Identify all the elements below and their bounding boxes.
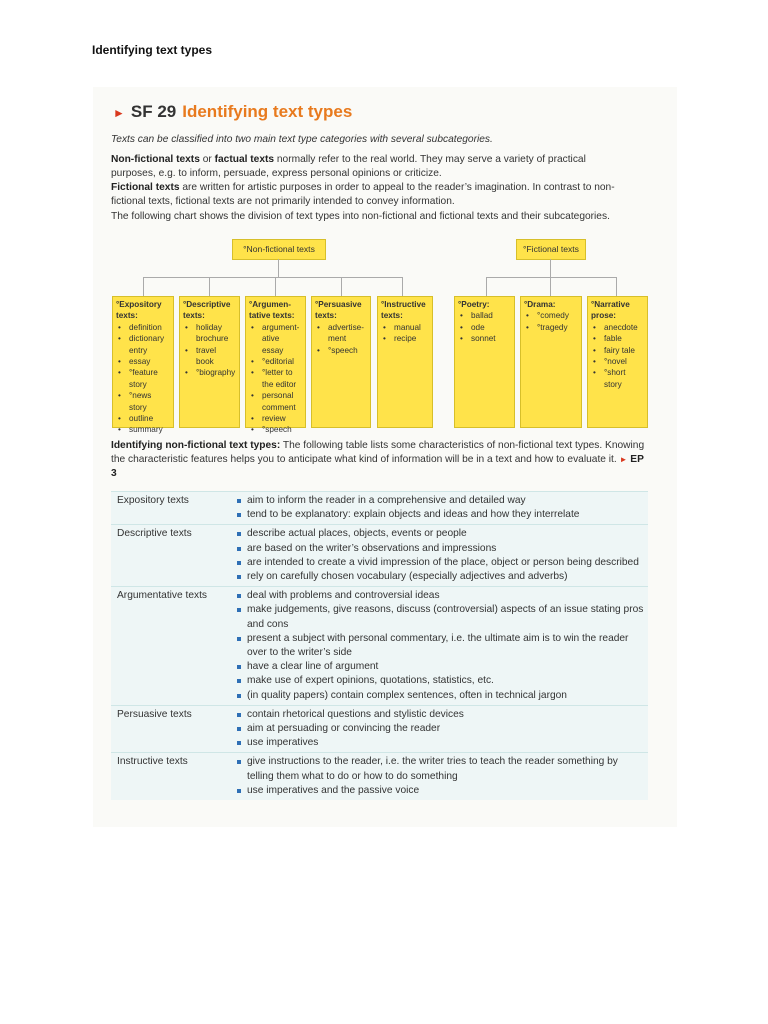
section-title: Identifying text types <box>182 102 353 121</box>
paragraph-fiction: Fictional texts are written for artistic purposes in order to appeal to the reader’s imagination. In contrast to non-fictional texts, fictional texts are not primarily intended to convey information. <box>111 182 615 208</box>
document-title: Identifying text types <box>92 43 213 57</box>
category-box-narrative: °Narrative prose: • anecdote • fable • fairy tale • °novel • °short story <box>587 296 648 428</box>
paragraph-chart-intro: The following chart shows the division of text types into non-fictional and fictional texts and their subcategories. <box>111 211 610 222</box>
section-number: SF 29 <box>130 102 177 121</box>
tree-connector <box>550 259 551 277</box>
category-box-poetry: °Poetry: • ballad • ode • sonnet <box>454 296 515 428</box>
ep-reference: ► EP 3 <box>111 454 644 480</box>
tree-connector <box>209 277 210 296</box>
table-row: Argumentative texts deal with problems and controversial ideas make judgements, give reasons, discuss (controversial) aspects of an issue stating pros and cons present a subject with personal commentary, i.e. the ultimate aim is to win the reader over to the writer’s side have a clear line of argument make use of expert opinions, quotations, statistics, etc. (in quality papers) contain complex sentences, often in technical jargon <box>111 587 648 706</box>
tree-connector <box>402 277 403 296</box>
tree-connector <box>275 277 276 296</box>
root-box-fiction: °Fictional texts <box>516 239 586 260</box>
tree-connector <box>616 277 617 296</box>
tree-connector <box>486 277 616 278</box>
scanned-page <box>93 87 677 827</box>
root-box-nonfiction: °Non-fictional texts <box>232 239 326 260</box>
category-box-descriptive: °Descriptive texts: • holiday brochure • travel book • °biography <box>179 296 240 428</box>
table-row: Persuasive texts contain rhetorical questions and stylistic devices aim at persuading or convincing the reader use imperatives <box>111 705 648 753</box>
tree-connector <box>341 277 342 296</box>
tree-connector <box>278 259 279 277</box>
category-box-expository: °Expository texts: • definition • dictionary entry • essay • °feature story • °news story • outline • summary <box>112 296 174 428</box>
triangle-arrow-icon: ► <box>619 455 628 465</box>
tree-connector <box>550 277 551 296</box>
category-box-argumentative: °Argumen- tative texts: • argument- ative essay • °editorial • °letter to the editor • personal comment • review • °speech <box>245 296 306 428</box>
intro-text: Texts can be classified into two main text type categories with several subcategories. <box>111 134 493 145</box>
category-box-drama: °Drama: • °comedy • °tragedy <box>520 296 582 428</box>
category-box-persuasive: °Persuasive texts: • advertise- ment • °speech <box>311 296 371 428</box>
tree-connector <box>486 277 487 296</box>
section-heading <box>113 102 352 122</box>
triangle-arrow-icon: ► <box>113 106 125 120</box>
paragraph-table-intro: Identifying non-fictional text types: The following table lists some characteristics of non-fictional text types. Knowing the characteristic features helps you to anticipate what kind of information will be in a text and how to evaluate it. ► EP 3 <box>111 440 645 480</box>
table-row: Instructive texts give instructions to the reader, i.e. the writer tries to teach the reader something by telling them what to do or how to do something use imperatives and the passive voice <box>111 753 648 800</box>
tree-connector <box>143 277 402 278</box>
text-type-table <box>111 491 648 800</box>
table-row: Descriptive texts describe actual places, objects, events or people are based on the writer’s observations and impressions are intended to create a vivid impression of the place, object or person being described rely on carefully chosen vocabulary (especially adjectives and adverbs) <box>111 525 648 587</box>
table-row: Expository texts aim to inform the reader in a comprehensive and detailed way tend to be explanatory: explain objects and ideas and how they interrelate <box>111 492 648 525</box>
category-box-instructive: °Instructive texts: • manual • recipe <box>377 296 433 428</box>
tree-connector <box>143 277 144 296</box>
paragraph-nonfiction: Non-fictional texts or factual texts normally refer to the real world. They may serve a variety of practical purposes, e.g. to inform, persuade, express personal opinions or criticize. <box>111 154 586 180</box>
